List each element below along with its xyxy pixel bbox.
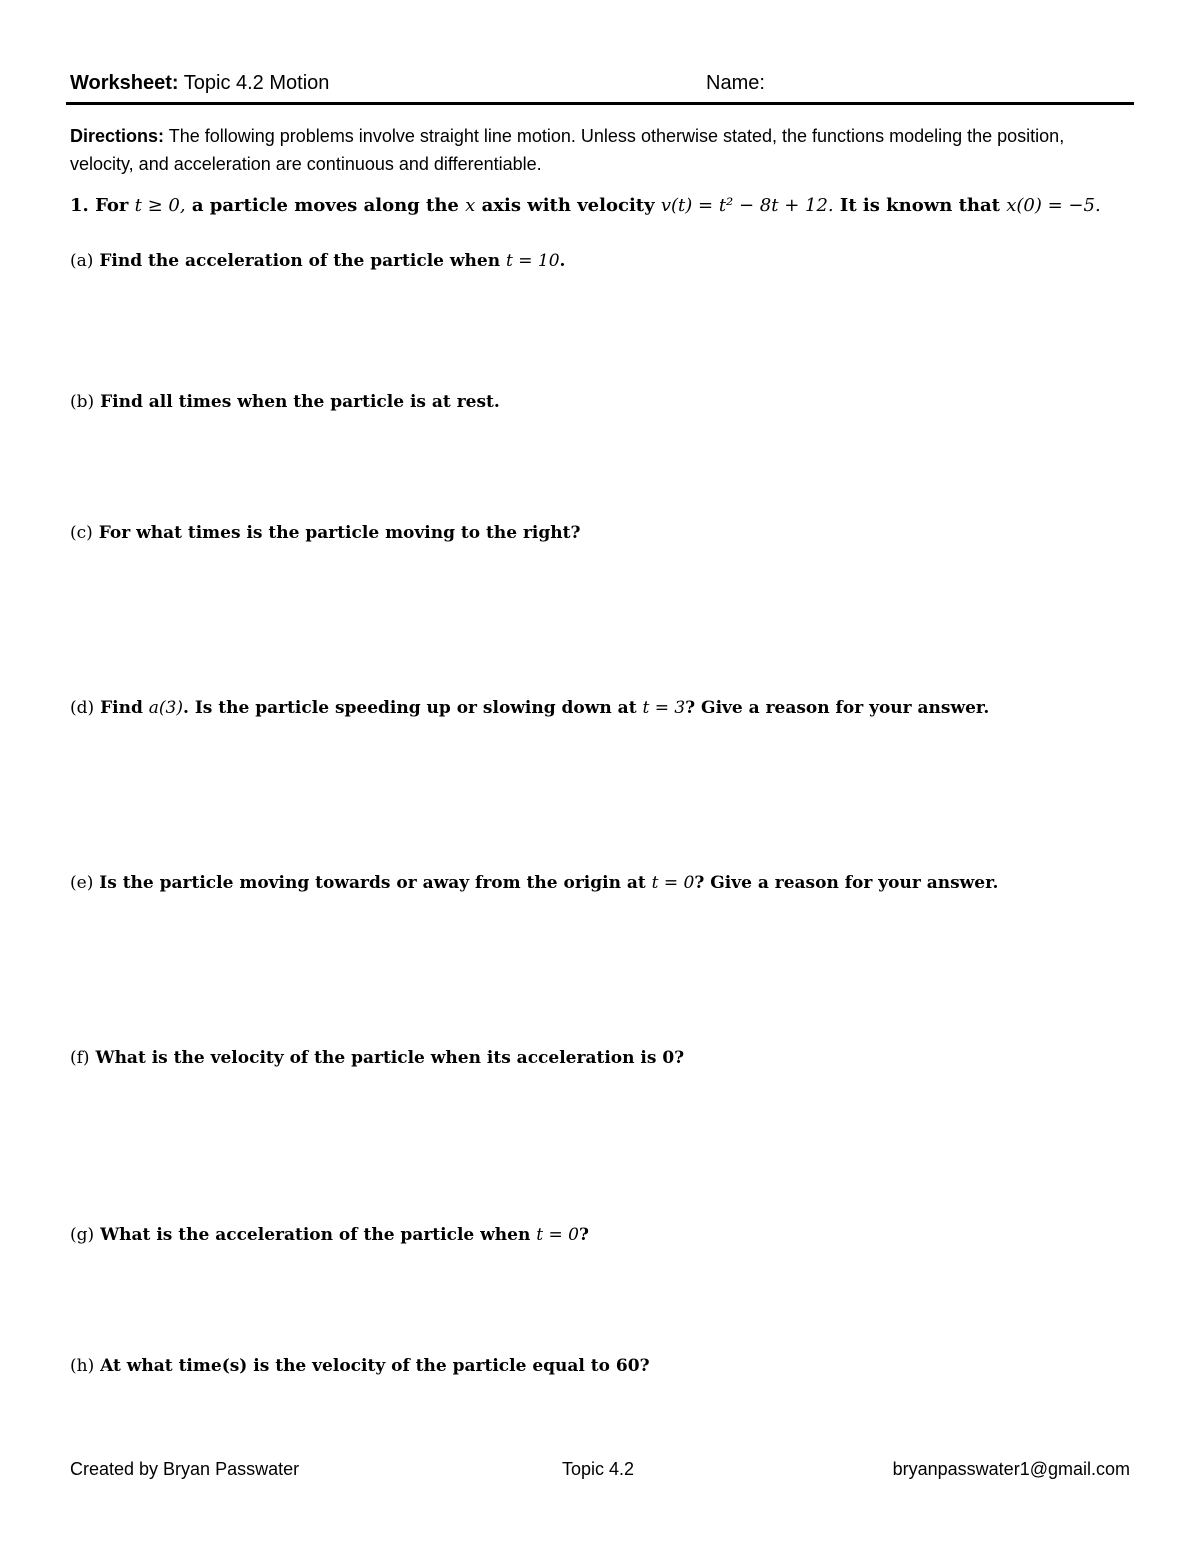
part-label: (c)	[70, 523, 93, 543]
part-label: (e)	[70, 873, 94, 893]
part-text-mid: . Is the particle speeding up or slowing down at	[183, 698, 637, 718]
problem-text-mid: a particle moves along the	[191, 195, 459, 216]
footer-email: bryanpasswater1@gmail.com	[892, 1459, 1130, 1479]
header-divider	[66, 102, 1134, 105]
part-text: Find all times when the particle is at rest.	[100, 392, 500, 412]
footer-author: Created by Bryan Passwater	[70, 1459, 300, 1479]
part-text: For what times is the particle moving to the right?	[98, 523, 581, 543]
worksheet-header	[70, 72, 329, 95]
part-label: (a)	[70, 251, 94, 271]
part-label: (g)	[70, 1225, 95, 1245]
directions-label: Directions:	[70, 126, 165, 146]
part-h	[70, 1356, 650, 1376]
part-c	[70, 523, 580, 543]
problem-text-axis: axis with velocity	[481, 195, 655, 216]
part-b	[70, 392, 500, 412]
part-math-2: t = 3	[642, 698, 686, 718]
directions-text: The following problems involve straight line motion. Unless otherwise stated, the functions modeling the position, velocity, and acceleration are continuous and differentiable.	[70, 126, 1065, 174]
directions	[70, 122, 1132, 178]
part-label: (d)	[70, 698, 95, 718]
part-d	[70, 698, 989, 718]
part-label: (h)	[70, 1356, 95, 1376]
part-text-end: .	[559, 251, 566, 271]
initial-position: x(0) = −5.	[1006, 195, 1101, 216]
part-label: (f)	[70, 1048, 90, 1068]
footer-topic: Topic 4.2	[562, 1459, 635, 1479]
known-text: It is known that	[839, 195, 1000, 216]
part-text-end: ?	[578, 1225, 589, 1245]
part-text-end: ? Give a reason for your answer.	[685, 698, 990, 718]
name-field-label: Name:	[706, 72, 765, 94]
worksheet-title: Topic 4.2 Motion	[183, 72, 330, 94]
part-a	[70, 251, 565, 271]
part-e	[70, 873, 998, 893]
axis-variable: x	[465, 195, 476, 216]
part-text: What is the velocity of the particle when its acceleration is 0?	[95, 1048, 685, 1068]
problem-1-statement	[70, 195, 1101, 216]
part-text: Find the acceleration of the particle when	[99, 251, 501, 271]
time-condition: t ≥ 0,	[134, 195, 186, 216]
problem-text-before: For	[95, 195, 129, 216]
part-math: t = 10	[506, 251, 560, 271]
worksheet-label: Worksheet:	[70, 72, 179, 94]
part-g	[70, 1225, 589, 1245]
part-text: Is the particle moving towards or away from the origin at	[99, 873, 646, 893]
problem-number: 1.	[70, 195, 89, 216]
part-text: Find	[100, 698, 143, 718]
part-math: a(3)	[148, 698, 183, 718]
part-math: t = 0	[651, 873, 695, 893]
part-math: t = 0	[536, 1225, 579, 1245]
part-f	[70, 1048, 684, 1068]
part-text-end: ? Give a reason for your answer.	[694, 873, 999, 893]
part-label: (b)	[70, 392, 95, 412]
part-text: What is the acceleration of the particle when	[100, 1225, 531, 1245]
velocity-function: v(t) = t² − 8t + 12.	[660, 195, 834, 216]
part-text: At what time(s) is the velocity of the particle equal to 60?	[100, 1356, 650, 1376]
